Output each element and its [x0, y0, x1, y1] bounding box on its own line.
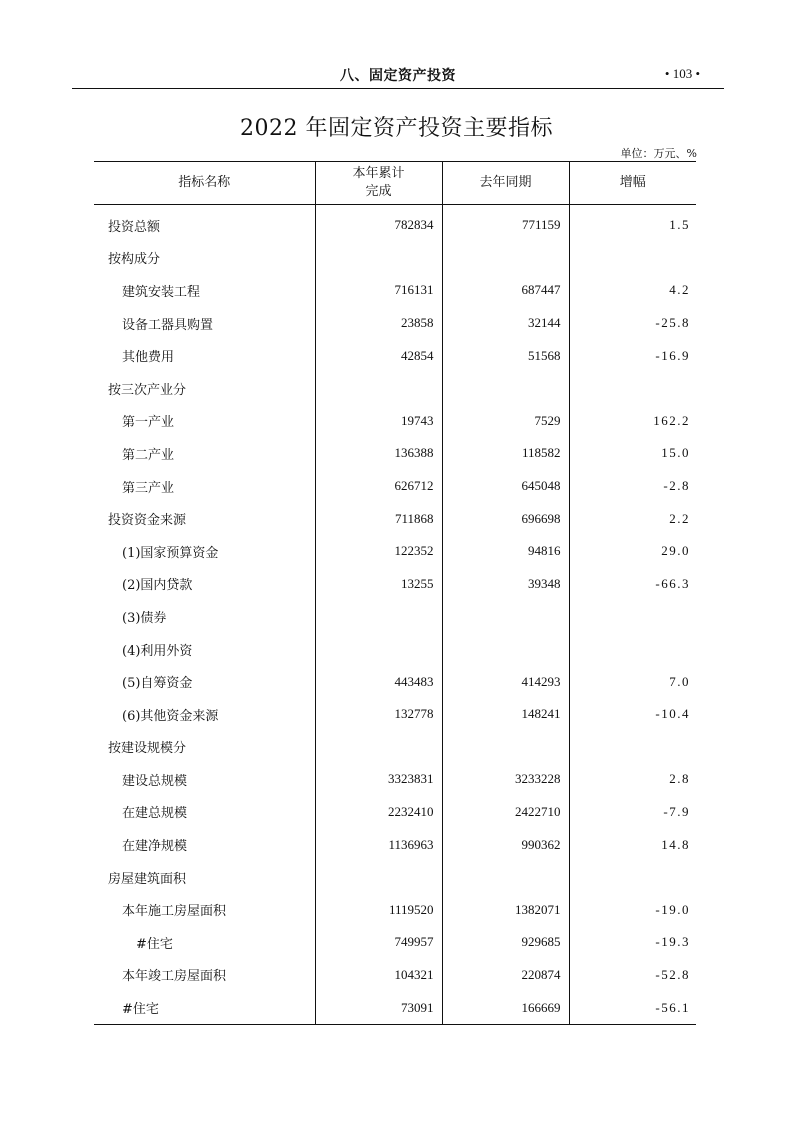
table-row — [94, 633, 696, 666]
column-header-name: 指标名称 — [94, 162, 315, 205]
row-last-year: 166669 — [442, 991, 569, 1024]
row-last-year: 32144 — [442, 307, 569, 340]
page-title: 2022 年固定资产投资主要指标 — [240, 116, 553, 141]
row-last-year: 148241 — [442, 698, 569, 731]
row-growth: -56.1 — [569, 991, 696, 1024]
row-current: 122352 — [315, 535, 442, 568]
table-row — [94, 763, 696, 796]
row-current: 104321 — [315, 959, 442, 992]
row-name: 第三产业 — [122, 480, 175, 496]
row-last-year: 929685 — [442, 926, 569, 959]
row-current: 42854 — [315, 339, 442, 372]
table-row — [94, 535, 696, 568]
row-name: 按三次产业分 — [108, 382, 187, 398]
table-row — [94, 405, 696, 438]
table-row — [94, 796, 696, 829]
row-growth: 14.8 — [569, 828, 696, 861]
row-current: 443483 — [315, 665, 442, 698]
row-growth: -66.3 — [569, 568, 696, 601]
row-current: 13255 — [315, 568, 442, 601]
row-last-year: 414293 — [442, 665, 569, 698]
table-row — [94, 502, 696, 535]
row-growth: -16.9 — [569, 339, 696, 372]
running-header — [72, 62, 724, 89]
row-current: 73091 — [315, 991, 442, 1024]
row-growth: 2.8 — [569, 763, 696, 796]
row-growth: -2.8 — [569, 470, 696, 503]
row-last-year: 39348 — [442, 568, 569, 601]
row-current: 626712 — [315, 470, 442, 503]
row-growth: 15.0 — [569, 437, 696, 470]
row-growth: -10.4 — [569, 698, 696, 731]
row-growth: 2.2 — [569, 502, 696, 535]
row-name: (1)国家预算资金 — [122, 545, 219, 561]
row-growth: 1.5 — [569, 205, 696, 242]
row-growth: -25.8 — [569, 307, 696, 340]
row-current: 1119520 — [315, 893, 442, 926]
section-title: 八、固定资产投资 — [340, 68, 456, 84]
row-name: #住宅 — [122, 1002, 159, 1018]
row-last-year: 696698 — [442, 502, 569, 535]
row-name: 第一产业 — [122, 415, 175, 431]
table-row — [94, 242, 696, 275]
row-last-year: 2422710 — [442, 796, 569, 829]
row-name: 设备工器具购置 — [122, 317, 214, 333]
table-row — [94, 307, 696, 340]
row-last-year: 1382071 — [442, 893, 569, 926]
row-last-year — [442, 633, 569, 666]
table-row — [94, 893, 696, 926]
row-current: 3323831 — [315, 763, 442, 796]
row-current: 23858 — [315, 307, 442, 340]
table-row — [94, 698, 696, 731]
row-growth: 162.2 — [569, 405, 696, 438]
row-current — [315, 731, 442, 764]
row-current: 132778 — [315, 698, 442, 731]
table-row — [94, 959, 696, 992]
column-header-current-line1: 本年累计 — [352, 166, 405, 181]
row-current: 711868 — [315, 502, 442, 535]
row-name: 本年竣工房屋面积 — [122, 969, 227, 985]
row-name: (2)国内贷款 — [122, 578, 193, 594]
table-row — [94, 372, 696, 405]
table-row — [94, 470, 696, 503]
row-name: 第二产业 — [122, 447, 175, 463]
row-current: 19743 — [315, 405, 442, 438]
row-last-year: 220874 — [442, 959, 569, 992]
row-last-year: 94816 — [442, 535, 569, 568]
table-row — [94, 274, 696, 307]
row-last-year — [442, 372, 569, 405]
row-last-year: 118582 — [442, 437, 569, 470]
column-header-growth: 增幅 — [569, 162, 696, 205]
column-header-last-year: 去年同期 — [442, 162, 569, 205]
row-growth: -19.0 — [569, 893, 696, 926]
row-growth: 29.0 — [569, 535, 696, 568]
row-last-year — [442, 600, 569, 633]
row-name: 按构成分 — [108, 252, 161, 268]
row-growth — [569, 242, 696, 275]
row-last-year — [442, 731, 569, 764]
row-growth: -19.3 — [569, 926, 696, 959]
page-number: • 103 • — [664, 66, 700, 81]
row-growth: 7.0 — [569, 665, 696, 698]
column-header-current — [315, 162, 442, 205]
row-name: 在建总规模 — [122, 806, 188, 822]
table-row — [94, 665, 696, 698]
row-name: 按建设规模分 — [108, 741, 187, 757]
row-name: 其他费用 — [122, 350, 175, 366]
row-growth: 4.2 — [569, 274, 696, 307]
row-current — [315, 372, 442, 405]
row-current: 2232410 — [315, 796, 442, 829]
table-row — [94, 828, 696, 861]
row-last-year — [442, 861, 569, 894]
row-name: 投资资金来源 — [108, 513, 187, 529]
row-last-year — [442, 242, 569, 275]
row-growth: -7.9 — [569, 796, 696, 829]
row-last-year: 645048 — [442, 470, 569, 503]
row-current — [315, 633, 442, 666]
row-last-year: 771159 — [442, 205, 569, 242]
table-row — [94, 339, 696, 372]
row-growth — [569, 731, 696, 764]
row-last-year: 51568 — [442, 339, 569, 372]
table-row — [94, 600, 696, 633]
row-name: (4)利用外资 — [122, 643, 193, 659]
row-current: 782834 — [315, 205, 442, 242]
row-name: 本年施工房屋面积 — [122, 904, 227, 920]
row-current: 749957 — [315, 926, 442, 959]
row-last-year: 3233228 — [442, 763, 569, 796]
row-current — [315, 242, 442, 275]
row-name: (3)债券 — [122, 610, 167, 626]
row-name: #住宅 — [136, 936, 173, 952]
row-current: 136388 — [315, 437, 442, 470]
table-row — [94, 205, 696, 242]
table-row — [94, 731, 696, 764]
row-last-year: 687447 — [442, 274, 569, 307]
row-current: 716131 — [315, 274, 442, 307]
row-name: 房屋建筑面积 — [108, 871, 187, 887]
row-last-year: 7529 — [442, 405, 569, 438]
row-name: (5)自筹资金 — [122, 676, 193, 692]
row-current: 1136963 — [315, 828, 442, 861]
table-row — [94, 991, 696, 1024]
row-current — [315, 861, 442, 894]
indicators-table — [94, 161, 696, 1025]
row-name: 在建净规模 — [122, 839, 188, 855]
row-name: 建设总规模 — [122, 773, 188, 789]
row-growth — [569, 600, 696, 633]
row-last-year: 990362 — [442, 828, 569, 861]
row-current — [315, 600, 442, 633]
row-growth — [569, 372, 696, 405]
row-growth: -52.8 — [569, 959, 696, 992]
table-row — [94, 926, 696, 959]
row-growth — [569, 861, 696, 894]
row-name: 投资总额 — [108, 219, 161, 235]
column-header-current-line2: 完成 — [365, 184, 392, 199]
table-header-row — [94, 162, 696, 205]
table-row — [94, 437, 696, 470]
table-row — [94, 861, 696, 894]
row-growth — [569, 633, 696, 666]
row-name: (6)其他资金来源 — [122, 708, 219, 724]
table-row — [94, 568, 696, 601]
unit-note: 单位：万元、% — [620, 147, 697, 160]
row-name: 建筑安装工程 — [122, 284, 201, 300]
